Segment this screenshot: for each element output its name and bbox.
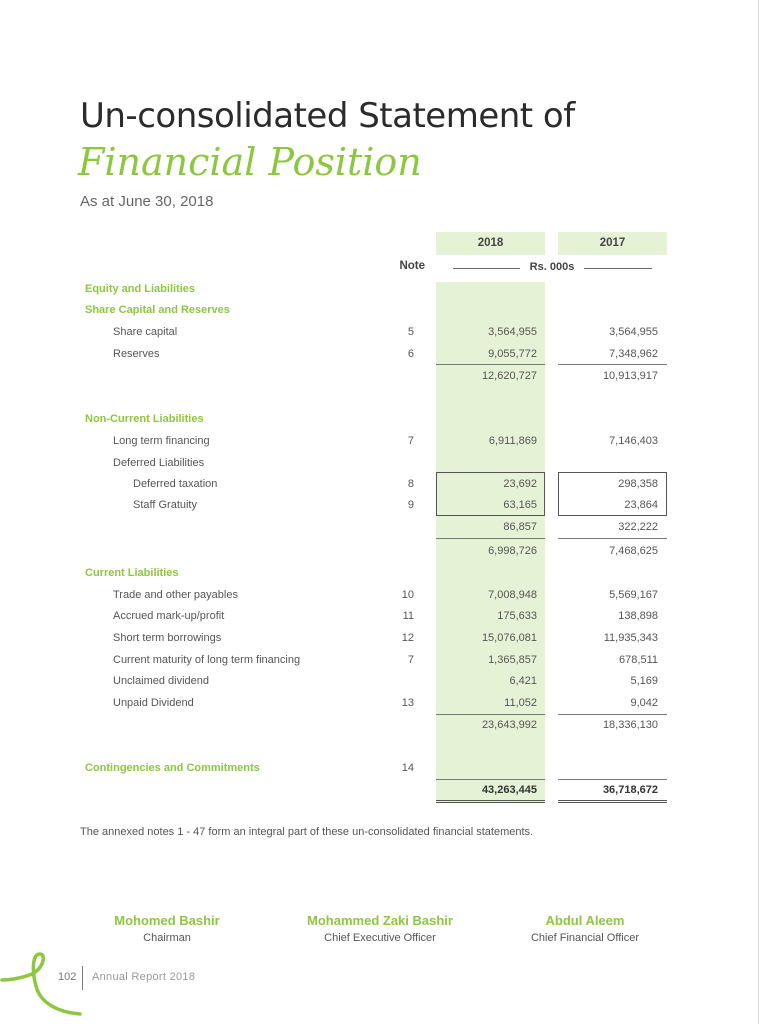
column-header-2018: 2018: [436, 232, 545, 255]
row-note: 14: [401, 762, 414, 774]
row-label: Long term financing: [113, 435, 210, 447]
footer-report-title: Annual Report 2018: [92, 971, 196, 983]
table-row: [0, 675, 770, 691]
value-2018: 6,998,726: [488, 545, 537, 557]
section-equity-liabilities: Equity and Liabilities: [85, 283, 196, 295]
signatory-name-ceo: Mohammed Zaki Bashir: [307, 913, 453, 928]
row-note: 5: [407, 326, 414, 338]
total-2017: 36,718,672: [602, 784, 658, 796]
row-label: Staff Gratuity: [133, 499, 197, 511]
row-note: 7: [407, 654, 414, 666]
row-label: Accrued mark-up/profit: [113, 610, 225, 622]
value-2018: 175,633: [497, 610, 537, 622]
value-2018: 15,076,081: [481, 632, 537, 644]
value-2017: 9,042: [630, 697, 658, 709]
signatory-name-chairman: Mohomed Bashir: [114, 913, 220, 928]
total-rule-top-2018: [436, 779, 545, 780]
subtotal-row: [0, 719, 770, 735]
value-2017: 23,864: [624, 499, 658, 511]
row-label: Trade and other payables: [113, 589, 238, 601]
table-row: [0, 654, 770, 670]
row-label: Deferred Liabilities: [113, 457, 205, 469]
page-title-script: Financial Position: [78, 140, 422, 184]
row-label: Reserves: [113, 348, 160, 360]
value-2018: 12,620,727: [481, 370, 537, 382]
total-double-rule-2017: [558, 800, 667, 803]
subtotal-rule-2017: [558, 364, 667, 365]
section-share-capital-reserves: Share Capital and Reserves: [85, 304, 230, 316]
table-row: [0, 478, 770, 494]
row-note: 12: [401, 632, 414, 644]
table-row: [0, 762, 770, 778]
subtotal-row: [0, 545, 770, 561]
value-2018: 86,857: [503, 521, 537, 533]
subtotal-rule-2018: [436, 364, 545, 365]
value-2018: 7,008,948: [488, 589, 537, 601]
section-contingencies: Contingencies and Commitments: [85, 762, 260, 774]
signatory-title-ceo: Chief Executive Officer: [324, 932, 436, 944]
row-note: 13: [401, 697, 414, 709]
table-row: [0, 610, 770, 626]
row-note: 9: [407, 499, 414, 511]
value-2017: 3,564,955: [609, 326, 658, 338]
total-double-rule-2018: [436, 800, 545, 803]
row-label: Short term borrowings: [113, 632, 222, 644]
row-note: 11: [402, 610, 414, 622]
total-rule-top-2017: [558, 779, 667, 780]
value-2018: 6,421: [509, 675, 537, 687]
value-2018: 6,911,869: [488, 435, 537, 447]
signatory-title-cfo: Chief Financial Officer: [530, 932, 639, 944]
note-column-header: Note: [399, 260, 425, 272]
row-note: 7: [407, 435, 414, 447]
value-2018: 1,365,857: [488, 654, 537, 666]
subtotal-rule-2017: [558, 538, 667, 539]
unit-label: Rs. 000s: [520, 261, 584, 273]
table-row: [0, 499, 770, 515]
table-row: [0, 435, 770, 451]
value-2017: 7,348,962: [609, 348, 658, 360]
page-number: 102: [58, 971, 77, 983]
table-row: [0, 348, 770, 364]
table-row: [0, 326, 770, 342]
value-2017: 5,169: [630, 675, 658, 687]
value-2018: 23,643,992: [481, 719, 537, 731]
value-2018: 11,052: [504, 697, 537, 709]
section-non-current-liabilities: Non-Current Liabilities: [85, 413, 204, 425]
value-2017: 678,511: [619, 654, 658, 666]
table-row: [0, 457, 770, 473]
row-label: Deferred taxation: [133, 478, 218, 490]
subtotal-row: [0, 370, 770, 386]
table-row: [0, 589, 770, 605]
section-current-liabilities: Current Liabilities: [85, 567, 179, 579]
column-header-2017: 2017: [558, 232, 667, 255]
value-2017: 7,468,625: [609, 545, 658, 557]
row-label: Unclaimed dividend: [113, 675, 209, 687]
subtotal-row: [0, 521, 770, 537]
value-2018: 63,165: [503, 499, 537, 511]
value-2017: 138,898: [618, 610, 658, 622]
value-2017: 7,146,403: [609, 435, 658, 447]
table-row: [0, 632, 770, 648]
decorative-swirl-icon: [0, 950, 90, 1020]
total-2018: 43,263,445: [481, 784, 537, 796]
value-2017: 5,569,167: [609, 589, 658, 601]
subtotal-rule-2018: [436, 538, 545, 539]
footer-divider: [82, 966, 83, 990]
annexed-notes-statement: The annexed notes 1 - 47 form an integral part of these un-consolidated financial statements.: [80, 826, 534, 838]
signatory-name-cfo: Abdul Aleem: [545, 913, 625, 928]
subtotal-rule-2018: [436, 714, 545, 715]
value-2018: 9,055,772: [488, 348, 537, 360]
value-2018: 3,564,955: [488, 326, 537, 338]
subtotal-rule-2017: [558, 714, 667, 715]
value-2018: 23,692: [503, 478, 537, 490]
unit-line-left: [453, 268, 525, 269]
row-note: 10: [401, 589, 414, 601]
value-2017: 322,222: [618, 521, 658, 533]
value-2017: 298,358: [618, 478, 658, 490]
signatory-title-chairman: Chairman: [143, 932, 191, 944]
value-2017: 10,913,917: [602, 370, 658, 382]
total-row: [0, 784, 770, 800]
as-at-date: As at June 30, 2018: [80, 193, 214, 210]
value-2017: 18,336,130: [602, 719, 658, 731]
row-note: 6: [407, 348, 414, 360]
page-title: Un-consolidated Statement of: [80, 96, 575, 136]
row-label: Unpaid Dividend: [113, 697, 194, 709]
row-note: 8: [407, 478, 414, 490]
value-2017: 11,935,343: [603, 632, 658, 644]
unit-line-right: [580, 268, 652, 269]
row-label: Current maturity of long term financing: [113, 654, 301, 666]
row-label: Share capital: [113, 326, 178, 338]
table-row: [0, 697, 770, 713]
